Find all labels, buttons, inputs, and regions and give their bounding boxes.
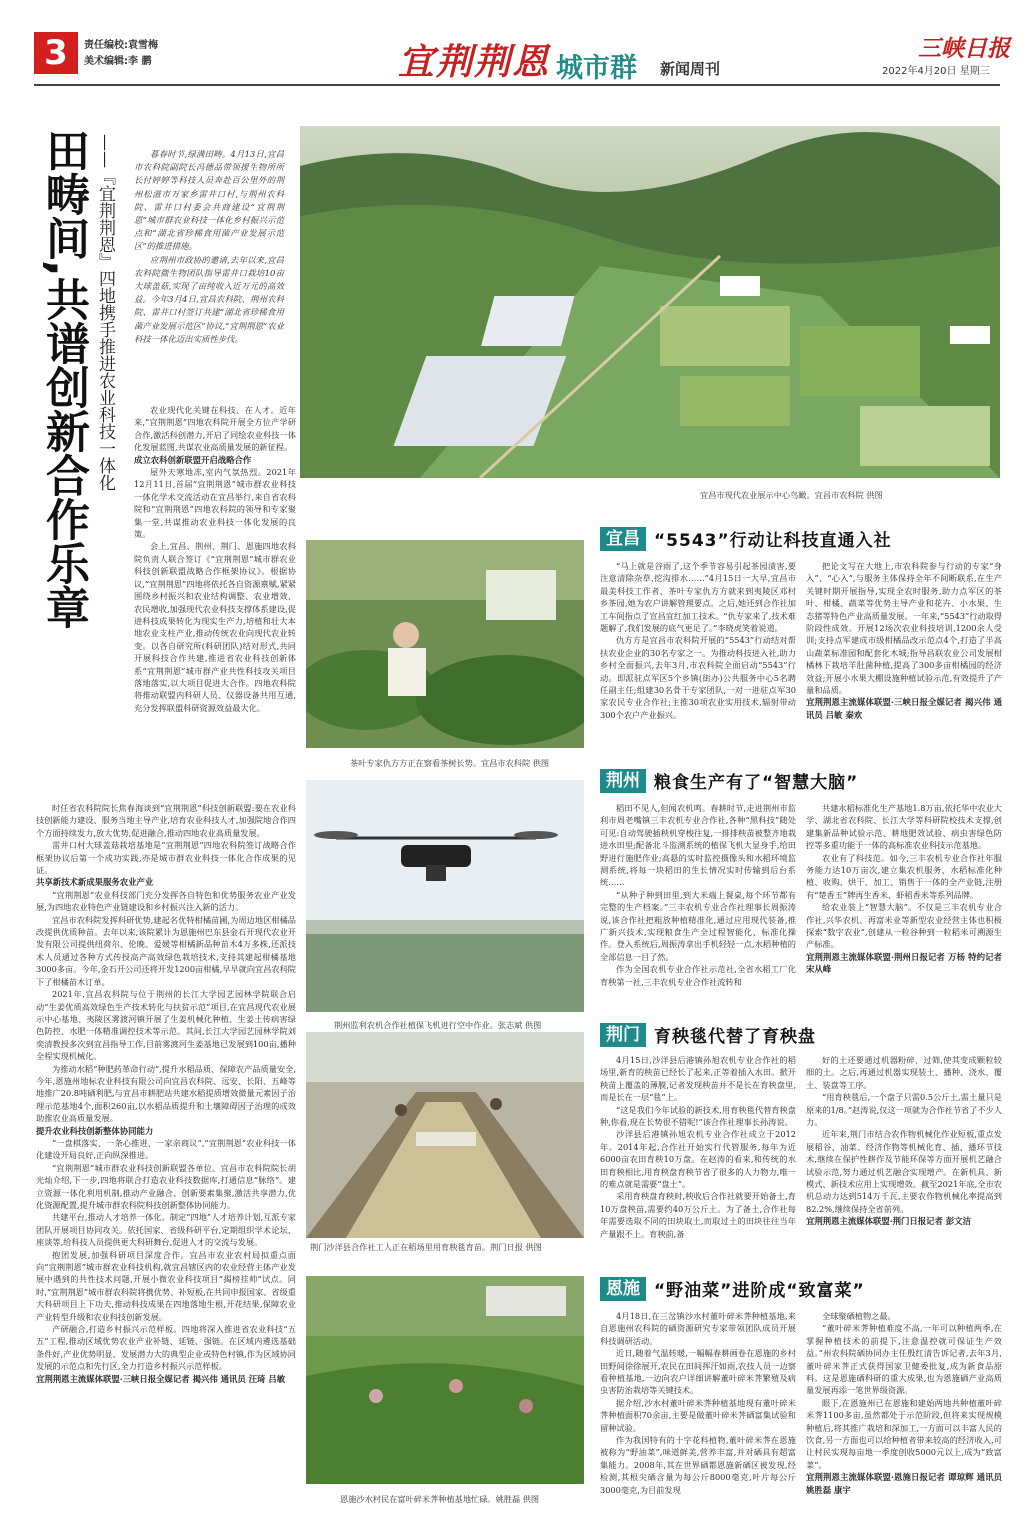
section-paragraph: 仇方方是宜昌市农科院开展的“5543”行动结对帮扶农业企业的30名专家之一。为推动科技进入社,助力乡村全面振兴,去年3月,市农科院全面启动“5543”行动。即派驻点军区5个乡镇(街办)公共服务中心5名聘任副主任;组建30名骨干专家团队,一对一进驻点军30家农民专业合作社;主推30项农业实用技术,辐射带动300个农户产业振兴。 [600, 635, 796, 720]
section-jingmen-col-left [600, 1054, 796, 1240]
seedling-photo [306, 1032, 584, 1238]
section-yichang-col-left [600, 560, 796, 721]
lead-column-1 [134, 404, 296, 714]
section-paragraph: 农业有了科技范。如今,三丰农机专业合作社年服务能力达10万亩次,建立集农机服务、水稻标准化种植、收购、烘干、加工、销售于一体的全产业链,注册有“楚香玉”牌再生香米、虾稻香米等系列品牌。 [806, 852, 1002, 900]
lead-paragraph: 共建平台,推动人才培养一体化。制定“四地”人才培养计划,互派专家团队开展项目协同攻关。依托国家、省级科研平台,定期组织学术论坛、座谈等,给科技人员提供更大科研舞台,促进人才的交流与发展。 [36, 1212, 296, 1248]
section-paragraph: 全球聚硒植物之最。 [822, 1311, 896, 1321]
lead-paragraph: 雷井口村大球盖菇栽培基地是“宜荆荆恩”四地农科院签订战略合作框架协议后第一个成功实践,亦是城市群农业科技一体化合作成果的见证。 [36, 840, 296, 876]
section-paragraph: 近年来,荆门市结合农作物机械化作业短板,重点发展稻谷、油菜、经济作物等机械化育、插、播环节技术,继续在保护性耕作及节能环保等方面开展机艺融合试验示范,努力通过机艺融合实现增产。在新机具、新模式、新技术应用上实现增效。截至2021年底,全市农机总动力达到514万千瓦,主要农作物机械化率提高到82.2%,继续保持全省前列。 [806, 1129, 1002, 1214]
page-number: 3 [34, 32, 78, 74]
lead-byline: 宜荆荆恩主流媒体联盟·三峡日报全媒记者 揭兴伟 通讯员 汪琦 吕敏 [36, 1373, 286, 1384]
aerial-photo-caption: 宜昌市现代农业展示中心鸟瞰。宜昌市农科院 供图 [700, 490, 883, 500]
intro-paragraph: 应荆州市政协的邀请,去年以来,宜昌农科院微生物团队指导雷井口栽培10亩大球盖菇,实现了亩纯收入近万元的高效益。今年3月4日,宜昌农科院、荆州农科院、雷井口村签订共建“湖北省珍稀食用菌产业发展示范区”协议,“宜荆荆恩”农业科技一体化迈出实质性步伐。 [134, 254, 284, 344]
section-tag: 宜昌 [600, 527, 646, 551]
lead-paragraph: 为推动水稻“种肥药革命行动”,提升水稻品质、保障农产品质量安全,今年,恩施州地标农业科技有限公司向宜昌农科院、远安、长阳、五峰等地推广20.8吨硒利肥,与宜昌市耕肥站共建水稻提质增效微量元素因子治理示范基地4个,面积260亩,以水稻品质提升和土壤障碍因子治理的成效助推农业高质量发展。 [36, 1063, 296, 1124]
section-jingzhou-col-right [806, 802, 1002, 976]
lead-paragraph: 时任省农科院院长焦春海谈到“宜荆荆恩”科技创新联盟:要在农业科技创新能力建设、服务当地主导产业,培育农业科技人才,加强院地合作四个方面持续发力,放大优势,促进融合,推动四地农业高质量发展。 [36, 803, 296, 838]
section-paragraph: 据介绍,沙水村董叶碎米荠种植基地现有董叶碎米荠种植面积70余亩,主要是做董叶碎米荠硒富集试验和留种试验。 [600, 1397, 796, 1433]
lead-subhead: ——『宜荆荆恩』四地携手推进农业科技一体化 [95, 134, 115, 491]
lead-paragraph: 宜昌市农科院发挥科研优势,建起名优特柑橘苗圃,为周边地区柑橘品改提供优质种苗。去年以来,该院累计为恩施州巴东县金石开现代农业开发有限公司提供纽荷尔、伦晚、爱媛等柑橘新品种苗木4万多株,还派技术人员通过各种方式传授高产高效绿色栽培技术,支持其建起柑橘基地3000多亩。今年,金石开公司还将开发1200亩柑橘,早早就向宜昌农科院下了柑橘苗木订单。 [36, 914, 296, 987]
banner-calligraphy: 宜荆荆恩 [398, 41, 551, 83]
section-paragraph: 把论文写在大地上,市农科院参与行动的专家“身入”、“心入”,与服务主体保持全年不间断联系,在生产关键时期开展指导,实现全农时服务,助力点军区的茶叶、柑橘、蔬菜等优势主导产业和花卉、小水果、生态猪等特色产业高质量发展。一年来,“5543”行动取得阶段性成效。开展12场次农业科技培训,1200余人受训;支持点军建成市级柑橘品改示范点4个,打造了半高山蔬菜标准园和配套化木城;指导昌联农业公司发展柑橘林下栽培羊肚菌种植,提高了300多亩柑橘园的经济效益;开展小水果大棚设施种植试验示范,有效提升了产量和品质。 [806, 561, 1002, 696]
lead-headline: 田畴间,共谱创新合作乐章 [38, 128, 89, 629]
tea-photo [306, 540, 584, 748]
section-paragraph: “董叶碎米荠种植难度不高,一年可以种植两季,在掌握种植技术的前提下,注意温控就可保证生产效益。”州农科院硒协同办主任殷红清告诉记者,去年3月,董叶碎米荠正式获得国家卫健委批复,成为新食品原料。这是恩施硒科研的重大成果,也为恩施硒产业高质量发展再添一笔世界级资源。 [806, 1323, 1002, 1396]
section-enshi-col-left [600, 1310, 796, 1496]
lead-paragraph: 产研融合,打造乡村振兴示范样板。四地将深入推进省农业科技“五五”工程,推动区域优势农业产业补链、延链、强链。在区域内遴选基础条件好,产业优势明显、发展潜力大的典型企业或特色村镇,作为区域协同发展的示范点和先行区,全力打造乡村振兴示范样板。 [36, 1324, 296, 1372]
section-paragraph: 沙洋县后港镇孙旭农机专业合作社成立于2012年。2014年起,合作社开始实行代管服务,每年为近6000亩农田育秧10万盘。在赵涛的看来,和传统的水田育秧相比,用育秧盘育秧节省了很多的人力物力,唯一的难点就是需要“盘土”。 [600, 1129, 796, 1190]
field-photo [306, 1276, 584, 1484]
section-paragraph: “用育秧毯后,一个盘子只需0.5公斤土,需土量只是原来的1/8。”赵涛说,仅这一项就为合作社节省了不少人力。 [806, 1092, 1002, 1128]
section-jingzhou-head [600, 768, 858, 793]
aerial-photo-graphic [300, 126, 1000, 478]
lead-paragraph: 2021年,宜昌农科院与位于荆州的长江大学园艺园林学院联合启动“生姜优质高效绿色生产技术转化与扶贫示范”项目,在宜昌现代农业展示中心基地、夷陵区雾渡河镇开展了生姜机械化种植、生姜土传病害绿色防控、水肥一体精准调控技术等示范。其间,长江大学园艺园林学院刘奕清教授多次到宜昌指导工作,目前雾渡河生姜基地已发展到100亩,播种全程实现机械化。 [36, 989, 296, 1062]
seedling-photo-caption: 荆门沙洋县合作社工人正在稻场里用育秧毯育苗。荆门日报 供图 [310, 1242, 542, 1252]
section-enshi-head [600, 1276, 865, 1301]
section-jingmen-col-right [806, 1054, 1002, 1228]
section-tag: 恩施 [600, 1277, 646, 1301]
section-paragraph: “从种子种到田里,到大米端上餐桌,每个环节都有完整的生产档案。”三丰农机专业合作社理事长周振涛说,该合作社把粗放种植精准化,通过应用现代装备,推广新兴技术,实现粮食生产全过程智能化、标准化操作。登入系统后,周振涛拿出手机轻轻一点,水稻种植的全部信息一目了然。 [600, 889, 796, 962]
section-tag: 荆州 [600, 769, 646, 793]
section-jingzhou-col-left [600, 802, 796, 988]
lead-paragraph: 屋外天寒地冻,室内气氛热烈。2021年12月11日,首届“宜荆荆恩”城市群农业科技一体化学术交流活动在宜昌举行,来自省农科院和“宜荆荆恩”四地农科院的领导和专家聚集一堂,共谋推动农业科技一体化发展的良策。 [134, 467, 296, 540]
banner-subtitle: 新闻周刊 [660, 60, 721, 78]
section-byline: 宜荆荆恩主流媒体联盟·荆门日报记者 彭文洁 [806, 1216, 971, 1227]
lead-paragraph: 会上,宜昌、荆州、荆门、恩施四地农科院负责人联合签订《“宜荆荆恩”城市群农业科技创新联盟战略合作框架协议》。根据协议,“宜荆荆恩”四地将依托各自资源禀赋,紧紧围绕乡村振兴和农业结构调整、农业增效、农民增收,加强现代农业科技支撑体系建设,促进科技成果转化为现实生产力,培植和壮大本地农业支柱产业,推动传统农业向现代农业转变。以各自研究所(科研团队)结对形式,共同开展科技合作共建,推进省农业科技创新体系“宜荆荆恩”城市群产业共性科技攻关项目落地落实,以大项目促进大合作。四地农科院将推动联盟内科研人员、仪器设备共用互通,充分发挥联盟科研资源效益最大化。 [134, 541, 296, 713]
issue-date: 2022年4月20日 星期三 [882, 66, 990, 77]
section-paragraph: 4月15日,沙洋县后港镇孙旭农机专业合作社的稻场里,新育的秧苗已经长了起来,正等着插入水田。掀开秧苗上覆盖的薄膜,记者发现秧苗并不是长在育秧盘里,而是长在一层“毯”上。 [600, 1055, 796, 1103]
section-jingmen-head [600, 1022, 816, 1047]
lead-subheading: 共享新技术新成果服务农业产业 [36, 877, 154, 888]
section-paragraph: “马上就是谷雨了,这个季节容易引起茶园渍害,要注意清除杂草,挖沟排水……”4月15日一大早,宜昌市最美科技工作者、茶叶专家仇方方就来到夷陵区邓村乡茶园,她为农户讲解管理要点。之后,她还到合作社加工车间指点了宣昌宜红加工技术。“仇专家来了,技术难题解了,我们发展的底气更足了。”李晓虎笑着说道。 [600, 561, 796, 634]
lead-intro [134, 148, 284, 380]
section-title: “5543”行动让科技直通入社 [654, 531, 892, 551]
section-byline: 宜荆荆恩主流媒体联盟·荆州日报记者 万杨 特约记者 宋从峰 [806, 951, 1002, 975]
section-paragraph: 眼下,在恩施州已在恩施和建始两地共种植董叶碎米荠1100多亩,虽然都处于示范阶段,但将来实现规模种植后,将其推广栽培和深加工,一方面可以丰富人民的饮食,另一方面也可以给种植者带来较高的经济收入,可让村民实现每亩地一季度创收5000元以上,成为“致富菜”。 [806, 1397, 1002, 1470]
intro-paragraph: 暮春时节,绿满田畴。4月13日,宜昌市农科院副院长冯德品带领援生物所所长付婷婷等科技人员奔赴百公里外的荆州松滋市万家乡雷井口村,与荆州农科院、雷井口村委会共商建设“宜荆荆恩”城市群农业科技一体化乡村振兴示范点和“湖北省珍稀食用菌产业发展示范区”的推进措施。 [134, 149, 284, 252]
editor-line: 责任编校:袁雪梅 [84, 40, 158, 51]
drone-photo-caption: 荆州监利农机合作社植保飞机进行空中作业。张志斌 供图 [334, 1020, 542, 1030]
section-paragraph: 作为全国农机专业合作社示范社,全省水稻工厂化育秧第一社,三丰农机专业合作社流转和 [600, 964, 796, 987]
section-tag: 荆门 [600, 1023, 646, 1047]
lead-subheading: 成立农科创新联盟开启战略合作 [134, 454, 252, 465]
lead-paragraph: 抱团发展,加强科研项目深度合作。宜昌市农业农村局拟重点面向“宜荆荆恩”城市群农业科技机构,就宜昌辖区内的农业经营主体产业发展中遇到的共性技术问题,开展小微农业科技项目“揭榜挂帅”试点。同时,“宜荆荆恩”城市群农科院将携优势、补短板,在共同申报国家、省级重大科研项目上下功夫,推动科技成果在四地落地生根,开花结果,保障农业产业转型升级和农业科技创新发展。 [36, 1249, 296, 1322]
section-enshi-col-right [806, 1310, 1002, 1496]
field-photo-caption: 恩施沙水村民在富叶碎米荠种植基地忙碌。姚胜磊 供图 [340, 1494, 540, 1504]
section-title: 育秧毯代替了育秧盘 [654, 1027, 816, 1047]
header-rule [34, 84, 1000, 86]
artist-line: 美术编辑:李 鹏 [84, 56, 152, 67]
lead-paragraph: “宜荆荆恩”城市群农业科技创新联盟各单位、宜昌市农科院院长胡光灿介绍,下一步,四地将联合打造农业科技数据库,打通信息“脉络”。建立资源一体化利用机制,推动产业融合、创新要素集聚,激活共享潜力,优化资源配置,提升城市群农科院科技创新整体协同能力。 [36, 1162, 296, 1210]
paper-logo: 三峡日报 [918, 35, 1010, 62]
section-paragraph: 采用育秧盘育秧时,秧收后合作社就要开始备土,育10万盘秧苗,需要约40万公斤土。为了备土,合作社每年需要选取不同的田块取土,而取过土的田块往往当年产量跟不上。育秧前,备 [600, 1191, 796, 1239]
page-header [0, 0, 1032, 98]
lead-subheading: 提升农业科技创新整体协同能力 [36, 1125, 154, 1136]
section-yichang-col-right [806, 560, 1002, 721]
banner-title: 城市群 [556, 53, 637, 84]
section-paragraph: “这是我们今年试验的新技术,用育秧毯代替育秧盘种,你看,现在长势很不错呢!”该合作社理事长孙涛说。 [600, 1104, 796, 1128]
lead-paragraph: “宜荆荆恩”农业科技部门充分发挥各自特色和优势服务农业产业发展,为四地农业特色产业链建设和乡村振兴注入新的活力。 [36, 889, 296, 913]
section-byline: 宜荆荆恩主流媒体联盟·恩施日报记者 谭琼辉 通讯员 姚胜磊 康宇 [806, 1472, 1002, 1495]
section-title: 粮食生产有了“智慧大脑” [654, 773, 859, 793]
section-paragraph: 近日,随着气温转暖,一幅幅春耕画卷在恩施的乡村田野间徐徐展开,农民在田间挥汗如雨,农技人员一边察看种植基地,一边向农户详细讲解董叶碎米荠繁殖及病虫害防治栽培等关键技术。 [600, 1348, 796, 1396]
lead-column-2 [36, 802, 296, 1385]
tea-photo-caption: 茶叶专家仇方方正在察看茶树长势。宜昌市农科院 供图 [350, 758, 550, 768]
section-paragraph: 好的土还要通过机器粉碎、过筛,使其变成颗粒较细的土。之后,再通过机器实现装土、播种、浇水、覆土、装盘等工序。 [806, 1055, 1002, 1090]
lead-paragraph: “一盘棋落实、一条心推进、一家亲商议”,“宜荆荆恩”农业科技一体化建设开局良好,正向纵深推进。 [36, 1137, 296, 1161]
drone-photo [306, 780, 584, 1012]
section-paragraph: 给农业装上“智慧大脑”。不仅是三丰农机专业合作社,兴华农机、再富米业等新型农业经营主体也积极探索“数字农业”,创建从一粒谷种到一粒稻米可溯源生产标准。 [806, 902, 1002, 950]
section-byline: 宜荆荆恩主流媒体联盟·三峡日报全媒记者 揭兴伟 通讯员 吕敏 秦欢 [806, 697, 1002, 720]
lead-paragraph: 农业现代化关键在科技、在人才。近年来,“宜荆荆恩”四地农科院开展全方位产学研合作,激活科创潜力,开启了同绘农业科技一体化发展蓝图,共谋农业高质量发展的新征程。 [134, 405, 296, 453]
section-paragraph: 共建水稻标准化生产基地1.8万亩,依托华中农业大学、湖北省农科院、长江大学等科研院校技术支撑,创建集新品种试验示范、耕地肥效试验、病虫害绿色防控等多重功能于一体的高标准农业科技示范基地。 [806, 803, 1002, 851]
section-title: “野油菜”进阶成“致富菜” [654, 1281, 865, 1301]
section-yichang-head [600, 526, 892, 551]
aerial-photo [300, 126, 1000, 478]
section-paragraph: 稻田不见人,但闻农机鸣。春耕时节,走进荆州市监利市周老嘴镇三丰农机专业合作社,各种“黑科技”随处可见:自动驾驶插秧机穿梭往复,一排排秧苗被整齐地栽进水田里;配备北斗监测系统的植保飞机大显身手,给田野进行施肥作业;高悬的实时监控摄像头和水稻环境监测系统,将每一块稻田的生长情况实时传输到后台系统…… [600, 803, 796, 888]
section-paragraph: 作为我国特有的十字花科植物,董叶碎米荠在恩施被称为“野油菜”,味道鲜美,营养丰富,并对硒具有超富集能力。2008年,其在世界硒都恩施新硒区被发现,经检测,其根尖硒含量为每公斤8000毫克,叶片每公斤3000毫克,为目前发现 [600, 1435, 796, 1495]
section-paragraph: 4月18日,在三岔镇沙水村董叶碎米荠种植基地,来自恩施州农科院的硒资源研究专家带领团队成员开展科技调研活动。 [600, 1311, 796, 1346]
